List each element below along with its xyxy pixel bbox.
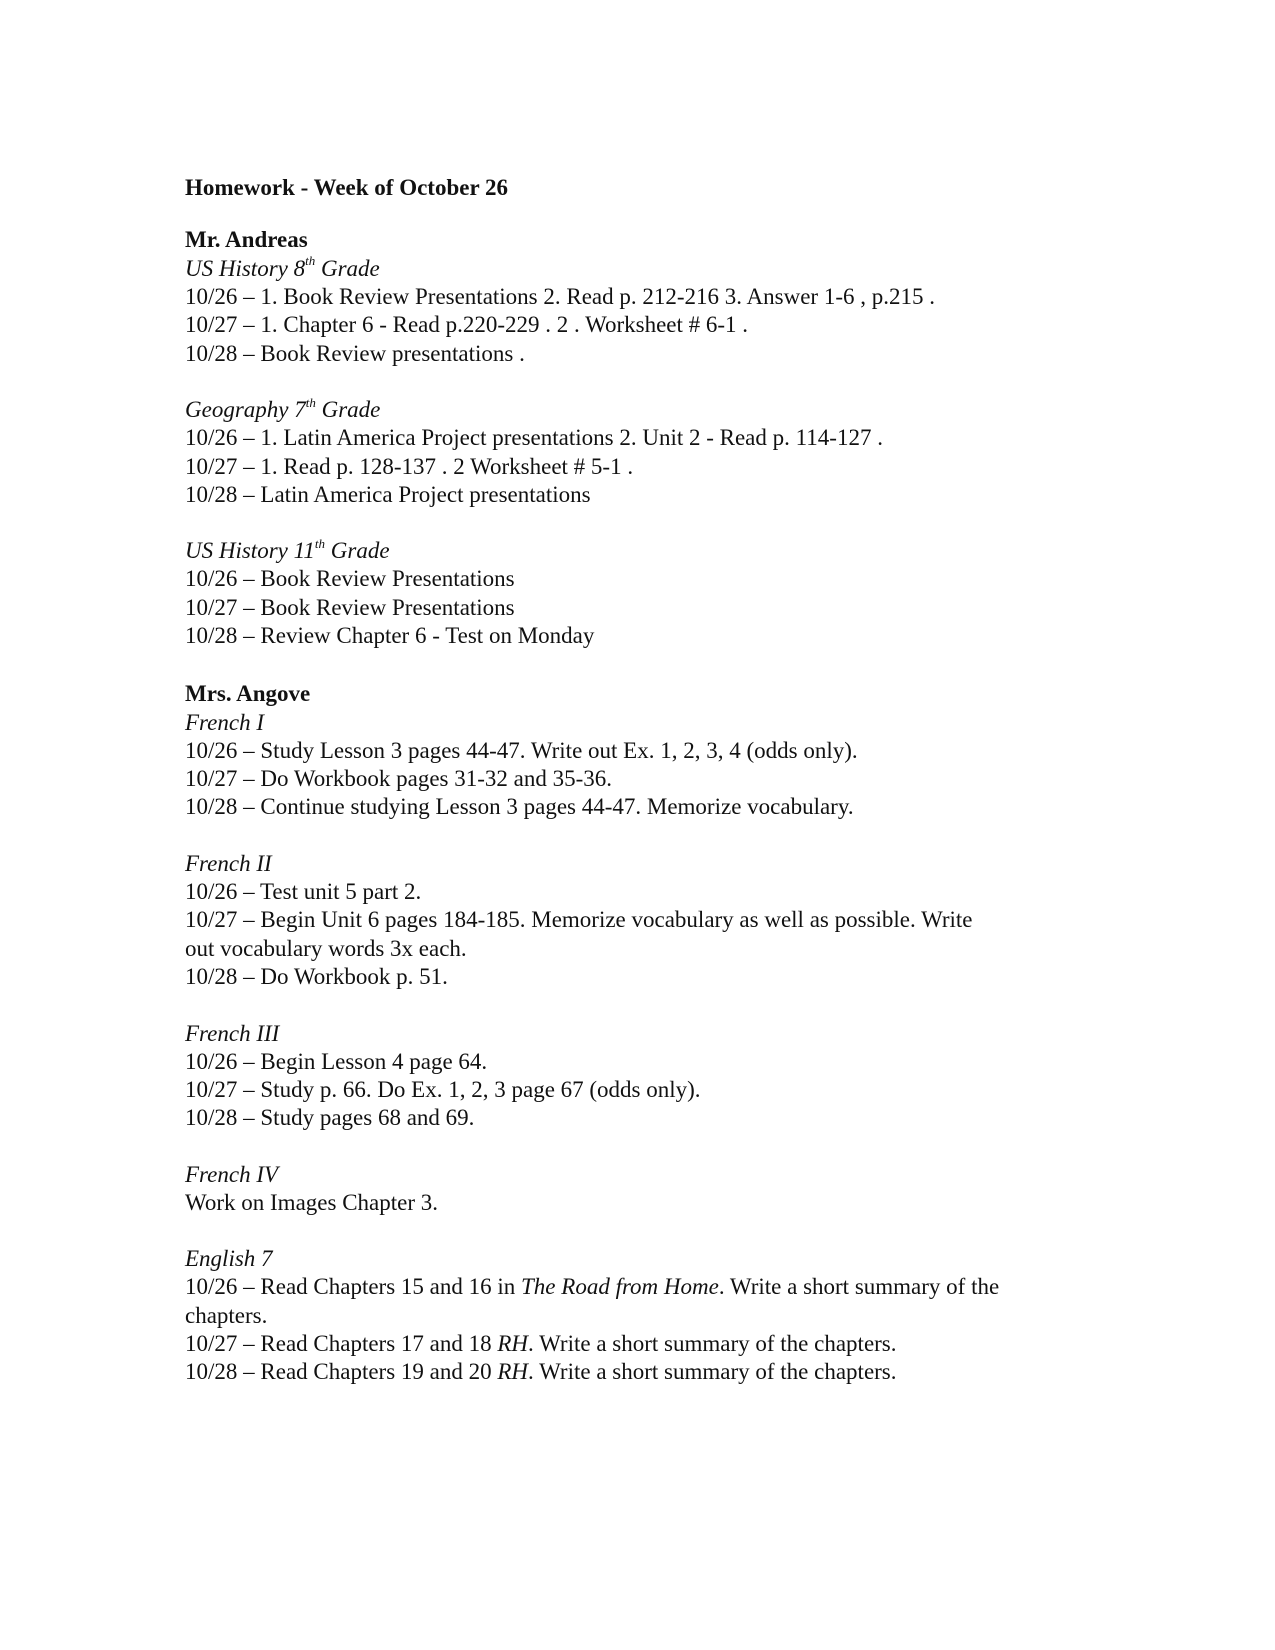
assignment-line: 10/28 – Review Chapter 6 - Test on Monday [185, 623, 595, 649]
assignment-line: 10/26 – Book Review Presentations [185, 566, 515, 592]
document-title: Homework - Week of October 26 [185, 175, 509, 200]
assignment-line: 10/27 – Do Workbook pages 31-32 and 35-36. [185, 766, 613, 792]
book-abbreviation: RH [497, 1359, 529, 1385]
assignment-line: 10/26 – 1. Book Review Presentations 2. Read p. 212-216 3. Answer 1-6 , p.215 . [185, 284, 935, 309]
assignment-line: 10/28 – Do Workbook p. 51. [185, 964, 448, 990]
course-title-french-3: French III [185, 1020, 280, 1046]
course-title-french-1: French I [185, 709, 264, 735]
assignment-line: out vocabulary words 3x each. [185, 935, 467, 961]
book-title: The Road from Home [521, 1274, 719, 1300]
assignment-line: 10/28 – Book Review presentations . [185, 340, 525, 366]
course-title-french-4: French IV [185, 1161, 279, 1187]
course-title-us-history-8: US History 8th Grade [185, 253, 380, 281]
assignment-line: chapters. [185, 1302, 268, 1328]
course-title-french-2: French II [185, 850, 272, 876]
assignment-line: 10/26 – Study Lesson 3 pages 44-47. Write out Ex. 1, 2, 3, 4 (odds only). [185, 737, 858, 763]
assignment-line: 10/26 – Begin Lesson 4 page 64. [185, 1048, 488, 1074]
course-title-english-7: English 7 [185, 1246, 273, 1272]
assignment-line: 10/27 – 1. Chapter 6 - Read p.220-229 . 2 . Worksheet # 6-1 . [185, 312, 749, 338]
assignment-line: 10/27 – Study p. 66. Do Ex. 1, 2, 3 page 67 (odds only). [185, 1076, 701, 1102]
course-title-us-history-11: US History 11th Grade [185, 535, 390, 564]
assignment-line: 10/27 – Read Chapters 17 and 18 RH. Write a short summary of the chapters. [185, 1330, 897, 1356]
assignment-line: 10/28 – Study pages 68 and 69. [185, 1105, 475, 1131]
assignment-line: 10/27 – Begin Unit 6 pages 184-185. Memorize vocabulary as well as possible. Write [185, 907, 973, 933]
assignment-line: 10/28 – Continue studying Lesson 3 pages 44-47. Memorize vocabulary. [185, 794, 854, 820]
book-abbreviation: RH [497, 1330, 529, 1356]
assignment-line: 10/26 – Read Chapters 15 and 16 in The Road from Home. Write a short summary of the [185, 1274, 1000, 1300]
assignment-line: 10/26 – Test unit 5 part 2. [185, 878, 422, 904]
assignment-line: 10/28 – Latin America Project presentations [185, 482, 591, 508]
assignment-line: 10/27 – Book Review Presentations [185, 594, 515, 620]
teacher-heading-andreas: Mr. Andreas [185, 227, 308, 252]
assignment-line: 10/26 – 1. Latin America Project presentations 2. Unit 2 - Read p. 114-127 . [185, 425, 883, 451]
assignment-line: 10/27 – 1. Read p. 128-137 . 2 Worksheet # 5-1 . [185, 453, 634, 479]
teacher-heading-angove: Mrs. Angove [185, 680, 311, 706]
course-title-geography-7: Geography 7th Grade [185, 394, 381, 423]
assignment-line: Work on Images Chapter 3. [185, 1189, 438, 1215]
assignment-line: 10/28 – Read Chapters 19 and 20 RH. Write a short summary of the chapters. [185, 1359, 897, 1385]
document-content [185, 173, 1085, 1387]
